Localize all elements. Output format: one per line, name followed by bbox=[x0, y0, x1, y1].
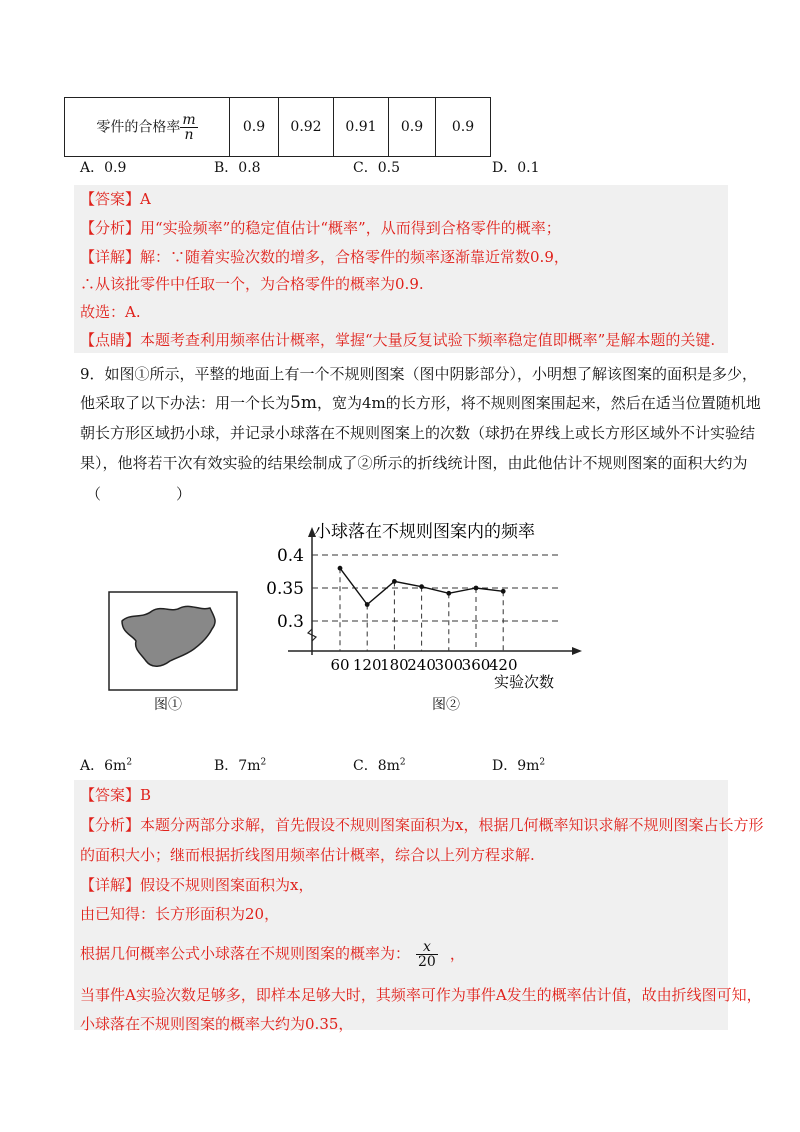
answer-value: B bbox=[140, 786, 152, 804]
chart-title: 小球落在不规则图案内的频率 bbox=[314, 522, 535, 542]
detail-tag: 【详解】 bbox=[80, 248, 141, 266]
option-label: B． bbox=[214, 758, 239, 774]
detail-text: 解：∵随着实验次数的增多，合格零件的频率逐渐靠近常数0.9， bbox=[140, 248, 569, 266]
q8-answer bbox=[80, 187, 151, 211]
data-point bbox=[419, 584, 424, 589]
q9-detail-line2: 由已知得：长方形面积为20， bbox=[80, 905, 280, 923]
q8-detail-line2: ∴从该批零件中任取一个，为合格零件的概率为0.9. bbox=[80, 275, 424, 293]
chart-x-label: 实验次数 bbox=[494, 673, 555, 691]
length-5m: 5m bbox=[290, 393, 317, 413]
stem-text: 他采取了以下办法：用一个长为 bbox=[80, 394, 291, 412]
option-value: 7m bbox=[238, 758, 261, 774]
option-exponent: 2 bbox=[399, 757, 406, 768]
detail-text: 假设不规则图案面积为x， bbox=[140, 876, 314, 894]
data-point bbox=[474, 586, 479, 591]
row-label-cell bbox=[65, 98, 230, 157]
q9-option-b bbox=[214, 755, 266, 775]
fraction-x-over-20 bbox=[416, 940, 438, 969]
value-cell-2: 0.92 bbox=[279, 98, 334, 157]
answer-tag: 【答案】 bbox=[80, 190, 141, 208]
q9-answer bbox=[80, 783, 151, 807]
frequency-line-chart bbox=[262, 515, 592, 700]
option-label: A． bbox=[80, 758, 105, 774]
stem-text: ，宽为 bbox=[316, 394, 362, 412]
comment-tag: 【点睛】 bbox=[80, 331, 141, 349]
x-tick-label: 120 bbox=[352, 656, 382, 674]
q9-detail-line5: 小球落在不规则图案的概率大约为0.35， bbox=[80, 1015, 354, 1033]
table-row bbox=[65, 98, 491, 157]
option-value: 8m bbox=[377, 758, 400, 774]
value-cell-4: 0.9 bbox=[389, 98, 436, 157]
y-tick-label: 0.35 bbox=[266, 579, 304, 599]
stem-text: 的长方形，将不规则图案围起来，然后在适当位置随机地 bbox=[385, 394, 761, 412]
option-label: D． bbox=[492, 758, 518, 774]
value-cell-1: 0.9 bbox=[230, 98, 279, 157]
q9-detail-line3 bbox=[80, 940, 465, 969]
x-tick-label: 180 bbox=[380, 656, 409, 674]
q9-option-c bbox=[353, 755, 406, 775]
data-point bbox=[392, 579, 397, 584]
row-label: 零件的合格率 bbox=[96, 119, 181, 135]
figure-1 bbox=[108, 591, 238, 691]
data-point bbox=[446, 591, 451, 596]
y-tick-label: 0.3 bbox=[276, 612, 304, 632]
frac-denominator: 20 bbox=[418, 954, 436, 970]
fraction-m-over-n bbox=[180, 113, 197, 142]
x-tick-label: 360 bbox=[461, 656, 491, 674]
detail-tag: 【详解】 bbox=[80, 876, 141, 894]
comment-text: 本题考查利用频率估计概率，掌握“大量反复试验下频率稳定值即概率”是解本题的关键. bbox=[140, 331, 716, 349]
q9-detail bbox=[80, 873, 313, 897]
q9-option-d bbox=[492, 755, 545, 775]
analysis-text: 用“实验频率”的稳定值估计“概率”，从而得到合格零件的概率； bbox=[140, 219, 561, 237]
q9-stem-line1: 9．如图①所示，平整的地面上有一个不规则图案（图中阴影部分），小明想了解该图案的面积是多少， bbox=[80, 365, 758, 383]
analysis-tag: 【分析】 bbox=[80, 816, 141, 834]
q8-option-b: B．0.8 bbox=[214, 160, 261, 176]
pass-rate-table bbox=[64, 97, 491, 157]
data-point bbox=[365, 602, 370, 607]
q9-analysis bbox=[80, 813, 763, 837]
data-point bbox=[338, 566, 343, 571]
option-exponent: 2 bbox=[539, 757, 546, 768]
value-cell-3: 0.91 bbox=[334, 98, 389, 157]
answer-tag: 【答案】 bbox=[80, 786, 141, 804]
q9-stem-line5: （ ） bbox=[86, 485, 192, 503]
frac-denominator: n bbox=[184, 126, 194, 143]
detail-text: ， bbox=[449, 944, 465, 963]
q9-stem-line2 bbox=[80, 391, 761, 415]
q9-option-a bbox=[80, 755, 132, 775]
x-tick-label: 240 bbox=[407, 656, 436, 674]
q8-detail bbox=[80, 245, 569, 269]
y-tick-label: 0.4 bbox=[276, 546, 304, 566]
width-4m: 4m bbox=[361, 394, 386, 412]
figure-1-caption: 图① bbox=[154, 697, 182, 713]
q9-stem-line4: 果），他将若干次有效实验的结果绘制成了②所示的折线统计图，由此他估计不规则图案的面积大约为 bbox=[80, 454, 748, 472]
x-axis-arrow bbox=[572, 647, 582, 655]
value-cell-5: 0.9 bbox=[436, 98, 491, 157]
option-label: C． bbox=[353, 758, 378, 774]
x-tick-label: 300 bbox=[434, 656, 464, 674]
q8-comment bbox=[80, 328, 715, 352]
x-tick-label: 420 bbox=[488, 656, 518, 674]
q9-analysis-line2: 的面积大小；继而根据折线图用频率估计概率，综合以上列方程求解. bbox=[80, 846, 535, 864]
q8-option-a: A．0.9 bbox=[80, 160, 127, 176]
analysis-tag: 【分析】 bbox=[80, 219, 141, 237]
q9-stem-line3: 朝长方形区域扔小球，并记录小球落在不规则图案上的次数（球扔在界线上或长方形区域外不计实验结 bbox=[80, 424, 756, 442]
q8-option-d: D．0.1 bbox=[492, 160, 540, 176]
option-exponent: 2 bbox=[260, 757, 267, 768]
q9-detail-line4: 当事件A实验次数足够多，即样本足够大时，其频率可作为事件A发生的概率估计值，故由折线图可知， bbox=[80, 986, 762, 1004]
answer-value: A bbox=[140, 190, 151, 208]
q8-analysis bbox=[80, 216, 561, 240]
figure-2-caption: 图② bbox=[432, 697, 460, 713]
option-value: 6m bbox=[104, 758, 127, 774]
option-exponent: 2 bbox=[126, 757, 133, 768]
analysis-text: 本题分两部分求解，首先假设不规则图案面积为x，根据几何概率知识求解不规则图案占长方形 bbox=[140, 816, 764, 834]
data-point bbox=[501, 589, 506, 594]
q8-option-c: C．0.5 bbox=[353, 160, 400, 176]
x-tick-label: 60 bbox=[330, 656, 350, 674]
q8-detail-line3: 故选：A. bbox=[80, 303, 141, 321]
detail-text: 根据几何概率公式小球落在不规则图案的概率为： bbox=[80, 944, 411, 963]
frac-numerator: m bbox=[182, 111, 196, 128]
option-value: 9m bbox=[517, 758, 540, 774]
frac-numerator: x bbox=[416, 940, 438, 955]
